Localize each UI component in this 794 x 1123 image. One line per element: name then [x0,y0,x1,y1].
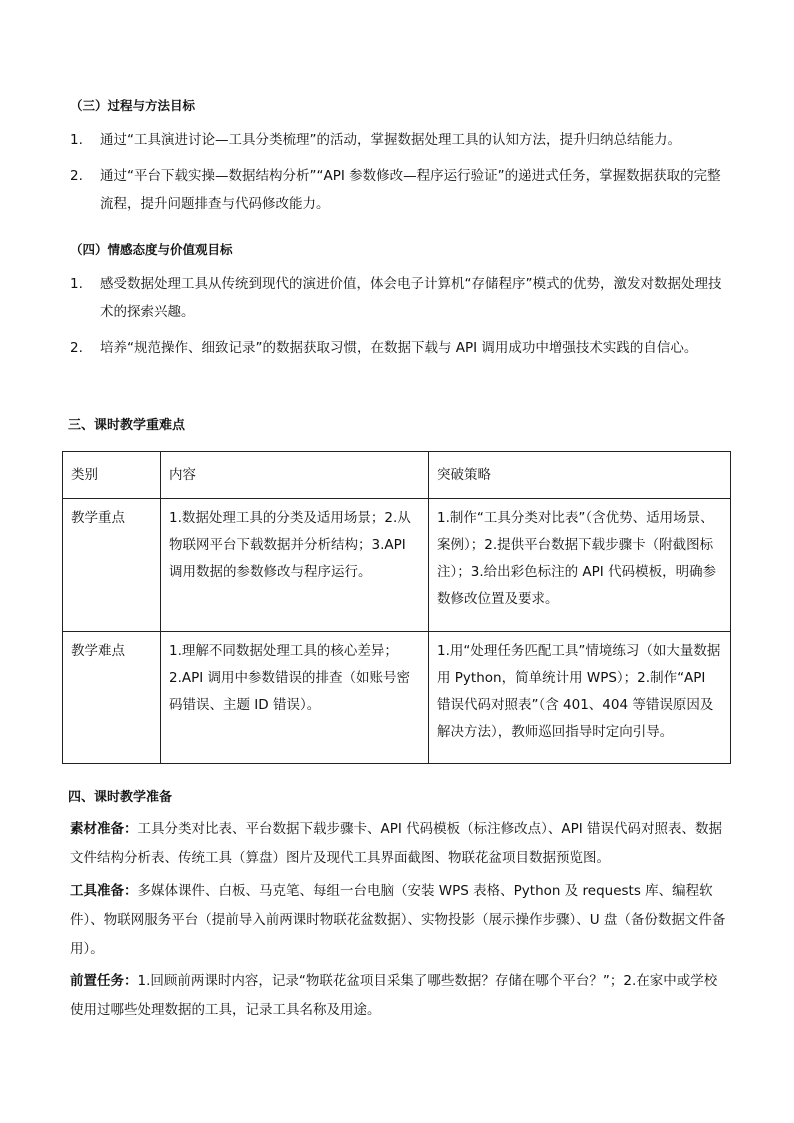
table-cell [161,499,429,632]
header-category: 类别 [71,466,98,483]
table-row [63,499,731,632]
row-category: 教学难点 [71,643,125,659]
row-content: 1.数据处理工具的分类及适用场景；2.从物联网平台下载数据并分析结构；3.API 调用数据的参数修改与程序运行。 [169,510,411,580]
table-header-cell [429,452,731,499]
key-points-table [62,451,731,764]
list-item [70,162,730,218]
process-goals-title: （三）过程与方法目标 [70,98,196,113]
table-header-cell [63,452,161,499]
tools-paragraph [70,877,730,964]
tools-text: 多媒体课件、白板、马克笔、每组一台电脑（安装 WPS 表格、Python 及 requests 库、编程软件）、物联网服务平台（提前导入前两课时物联花盆数据）、实物投影（展示操作步骤）、U 盘（备份数据文件备用）。 [70,883,726,957]
list-item-number: 1. [70,132,83,148]
tools-label: 工具准备： [70,883,138,899]
row-strategy: 1.用“处理任务匹配工具”情境练习（如大量数据用 Python，简单统计用 WPS）；2.制作“API 错误代码对照表”（含 401、404 等错误原因及解决方法），教师巡回指导时定向引导。 [437,643,721,740]
pre-task-paragraph [70,967,730,1025]
row-category: 教学重点 [71,510,125,526]
list-item-text: 感受数据处理工具从传统到现代的演进价值，体会电子计算机“存储程序”模式的优势，激发对数据处理技术的探索兴趣。 [100,276,722,320]
materials-label: 素材准备： [70,821,138,837]
pre-task-label: 前置任务： [70,973,138,989]
list-item-text: 培养“规范操作、细致记录”的数据获取习惯，在数据下载与 API 调用成功中增强技术实践的自信心。 [100,340,698,356]
table-cell [63,499,161,632]
list-item-number: 2. [70,168,83,184]
table-cell [429,632,731,764]
list-item-number: 1. [70,276,83,292]
header-content: 内容 [169,466,196,483]
key-points-title: 三、课时教学重难点 [68,418,186,433]
list-item-number: 2. [70,340,83,356]
table-cell [429,499,731,632]
table-cell [63,632,161,764]
list-item-text: 通过“平台下载实操—数据结构分析”“API 参数修改—程序运行验证”的递进式任务，掌握数据获取的完整流程，提升问题排查与代码修改能力。 [100,168,721,212]
row-content: 1.理解不同数据处理工具的核心差异；2.API 调用中参数错误的排查（如账号密码错误、主题 ID 错误）。 [169,643,411,713]
preparation-title: 四、课时教学准备 [68,790,173,805]
values-goals-title: （四）情感态度与价值观目标 [70,242,233,257]
list-item [70,126,730,154]
list-item-text: 通过“工具演进讨论—工具分类梳理”的活动，掌握数据处理工具的认知方法，提升归纳总结能力。 [100,132,681,148]
pre-task-text: 1.回顾前两课时内容，记录“物联花盆项目采集了哪些数据？存储在哪个平台？”；2.在家中或学校使用过哪些处理数据的工具，记录工具名称及用途。 [70,973,718,1018]
header-strategy: 突破策略 [437,466,491,483]
materials-paragraph [70,815,730,873]
table-row [63,632,731,764]
list-item [70,270,730,326]
list-item [70,334,730,362]
materials-text: 工具分类对比表、平台数据下载步骤卡、API 代码模板（标注修改点）、API 错误代码对照表、数据文件结构分析表、传统工具（算盘）图片及现代工具界面截图、物联花盆项目数据预览图。 [70,821,723,866]
table-header-row [63,452,731,499]
table-cell [161,632,429,764]
table-header-cell [161,452,429,499]
row-strategy: 1.制作“工具分类对比表”（含优势、适用场景、案例）；2.提供平台数据下载步骤卡（附截图标注）；3.给出彩色标注的 API 代码模板，明确参数修改位置及要求。 [437,510,717,607]
